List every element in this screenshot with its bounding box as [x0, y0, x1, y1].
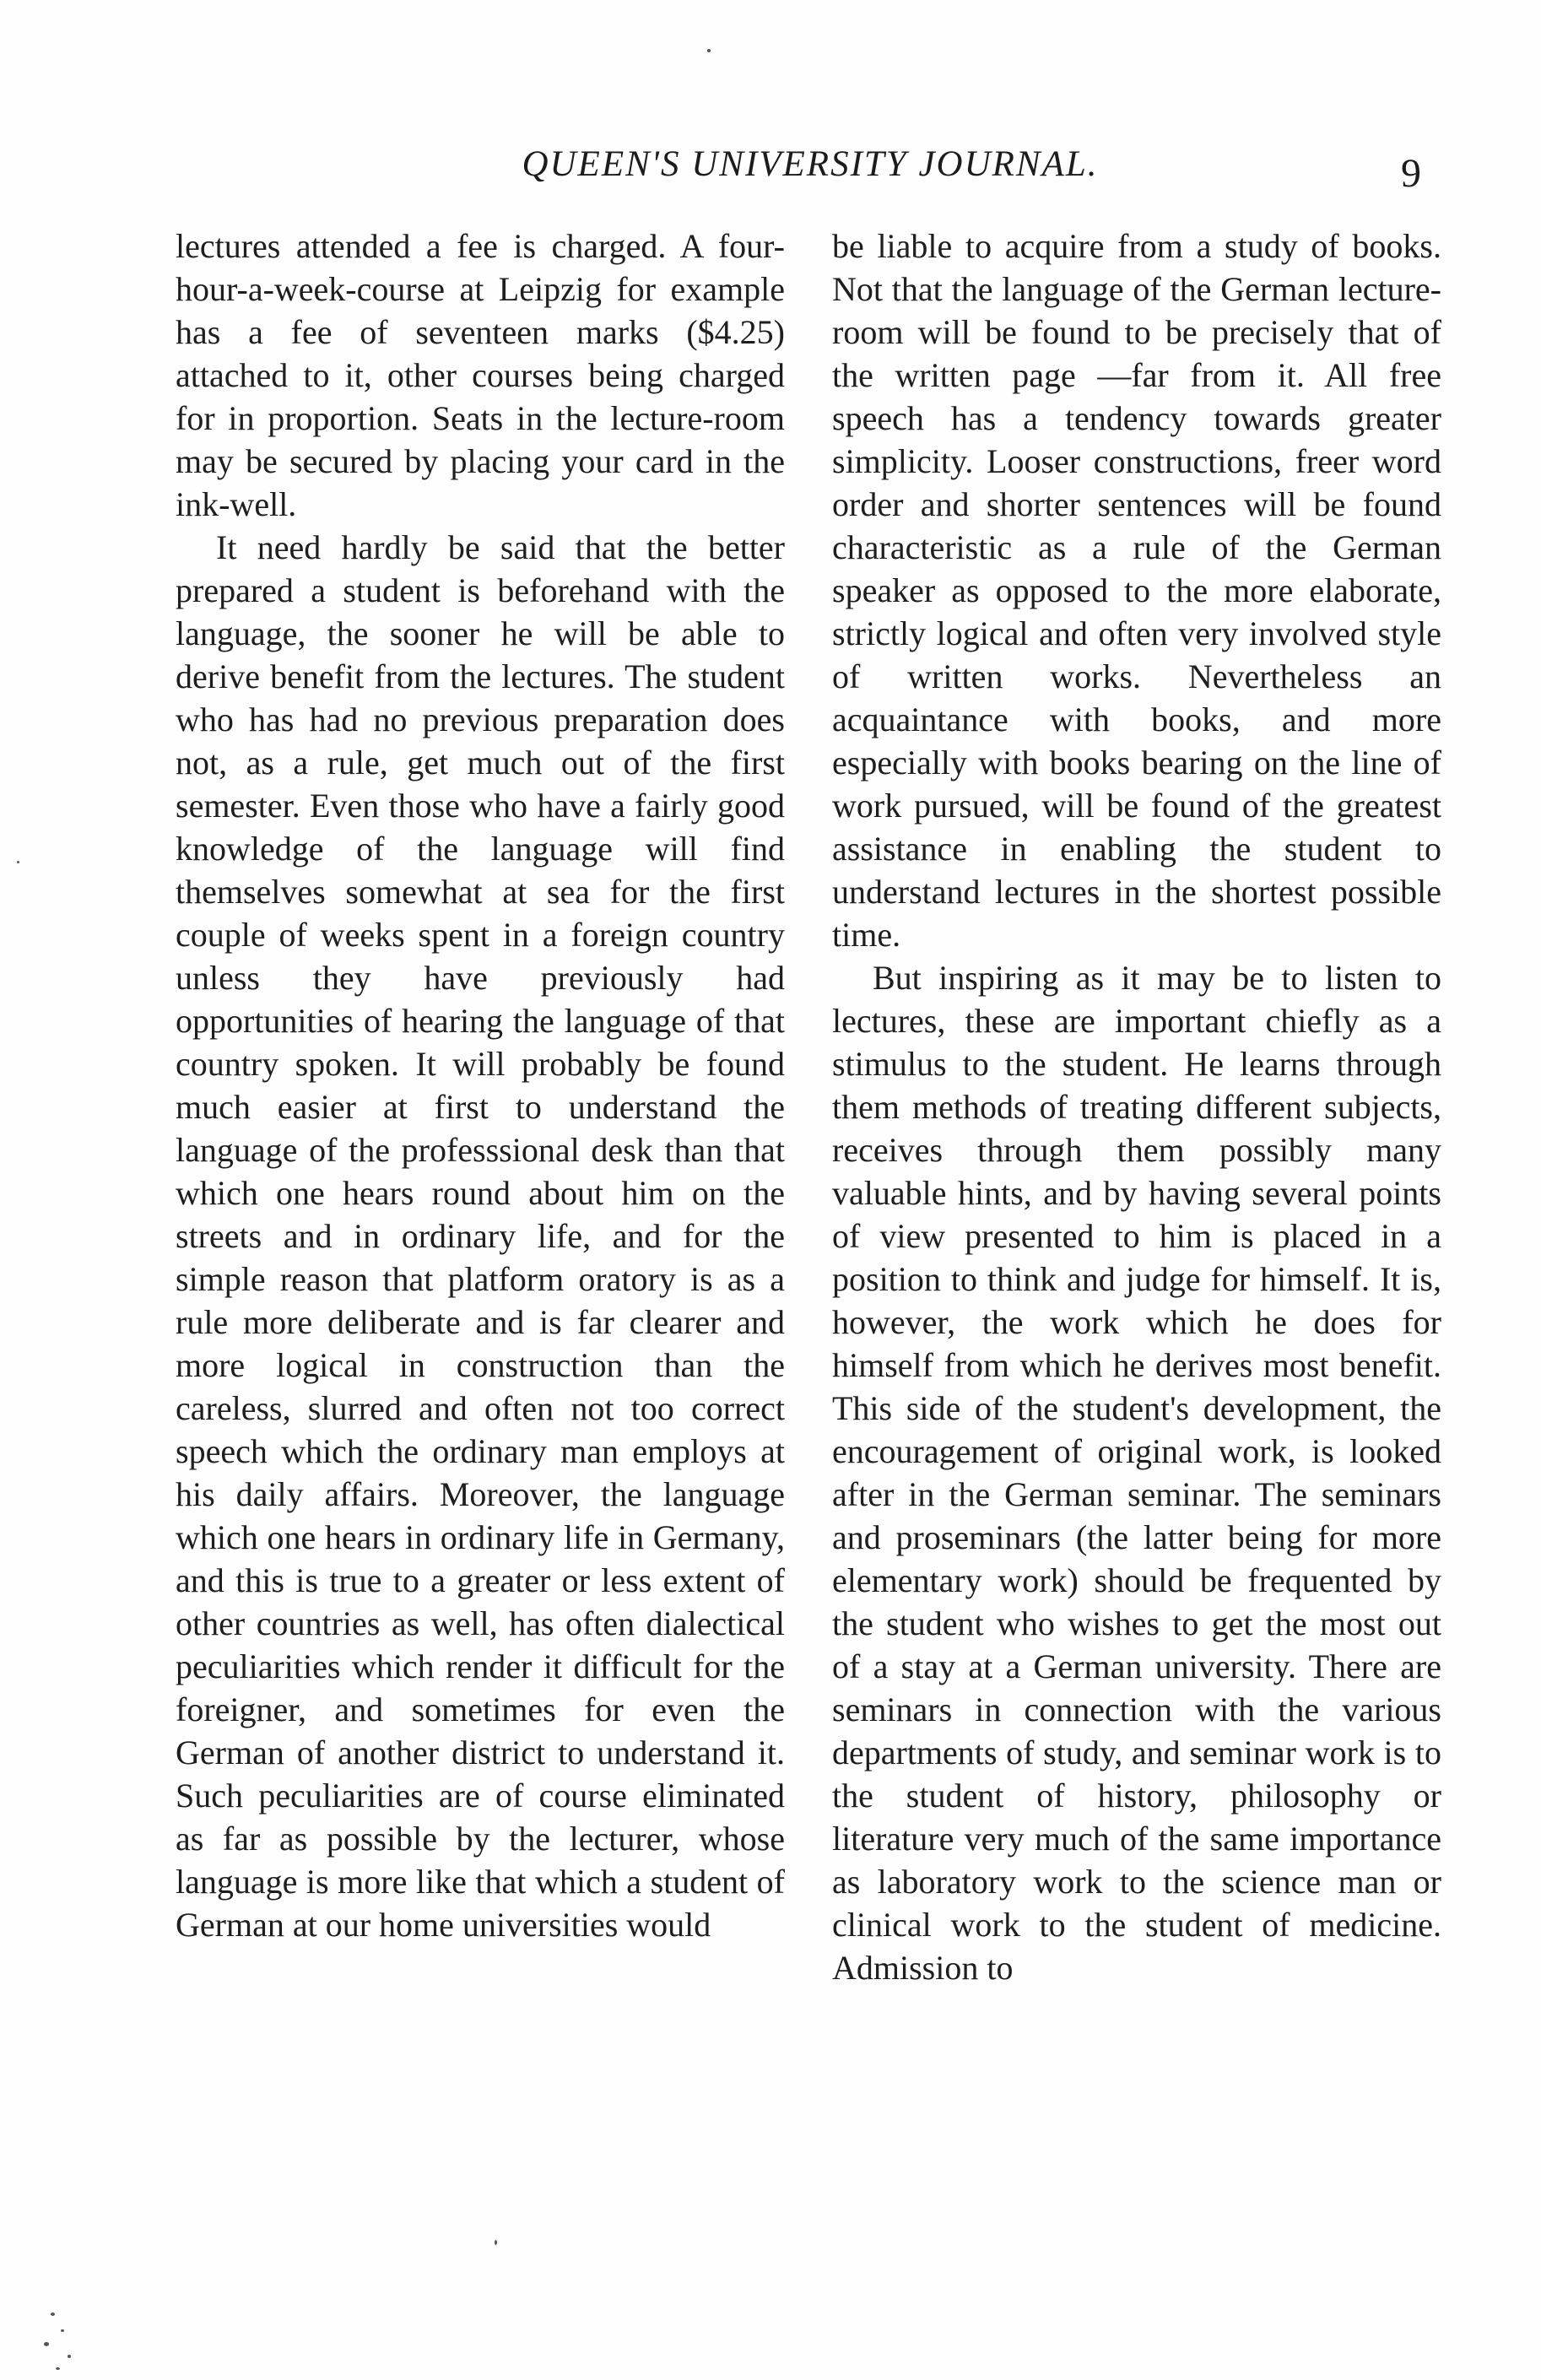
page-number: 9 [1401, 151, 1421, 196]
scan-speck [707, 49, 711, 52]
paragraph: be liable to acquire from a study of books. Not that the language of the German lecture-room will be found to be precisely that of the written page —far from it. All free speech has a tendency towards greater simplicity. Looser constructions, freer word order and shorter sentences will be found characteristic as a rule of the German speaker as opposed to the more elaborate, strictly logical and often very involved style of written works. Nevertheless an acquaintance with books, and more especially with books bearing on the line of work pursued, will be found of the greatest assistance in enabling the student to understand lectures in the shortest possible time. [832, 227, 1441, 954]
paragraph: lectures attended a fee is charged. A four-hour-a-week-course at Leipzig for example has a fee of seventeen marks ($4.25) attached to it, other courses being charged for in proportion. Seats in the lecture-room may be secured by placing your card in the ink-well. [176, 227, 785, 523]
left-column [176, 224, 785, 1946]
scan-speck [56, 2367, 60, 2370]
scan-speck [44, 2342, 49, 2346]
journal-title: QUEEN'S UNIVERSITY JOURNAL. [522, 144, 1099, 184]
running-header [0, 143, 1541, 203]
scan-speck [68, 2355, 71, 2358]
paragraph: But inspiring as it may be to listen to lectures, these are important chiefly as a stimulus to the student. He learns through them methods of treating different subjects, receives through them possibly many valuable hints, and by having several points of view presented to him is placed in a position to think and judge for himself. It is, however, the work which he does for himself from which he derives most benefit. This side of the student's development, the encouragement of original work, is looked after in the German seminar. The seminars and proseminars (the latter being for more elementary work) should be frequented by the student who wishes to get the most out of a stay at a German university. There are seminars in connection with the various departments of study, and seminar work is to the student of history, philosophy or literature very much of the same importance as laboratory work to the science man or clinical work to the student of medicine. Admission to [832, 959, 1441, 1987]
scan-speck [61, 2329, 64, 2332]
scan-speck [495, 2240, 497, 2245]
right-column [832, 224, 1441, 1989]
paragraph: It need hardly be said that the better prepared a student is beforehand with the language, the sooner he will be able to derive benefit from the lectures. The student who has had no previous preparation does not, as a rule, get much out of the first semester. Even those who have a fairly good knowledge of the language will find themselves somewhat at sea for the first couple of weeks spent in a foreign country unless they have previously had opportunities of hearing the language of that country spoken. It will probably be found much easier at first to understand the language of the professsional desk than that which one hears round about him on the streets and in ordinary life, and for the simple reason that platform oratory is as a rule more deliberate and is far clearer and more logical in construction than the careless, slurred and often not too correct speech which the ordinary man employs at his daily affairs. Moreover, the language which one hears in ordinary life in Germany, and this is true to a greater or less extent of other countries as well, has often dialectical peculiarities which render it difficult for the foreigner, and sometimes for even the German of another district to understand it. Such peculiarities are of course eliminated as far as possible by the lecturer, whose language is more like that which a student of German at our home universities would [176, 528, 785, 1944]
scan-speck [17, 861, 19, 863]
scan-speck [51, 2312, 55, 2316]
